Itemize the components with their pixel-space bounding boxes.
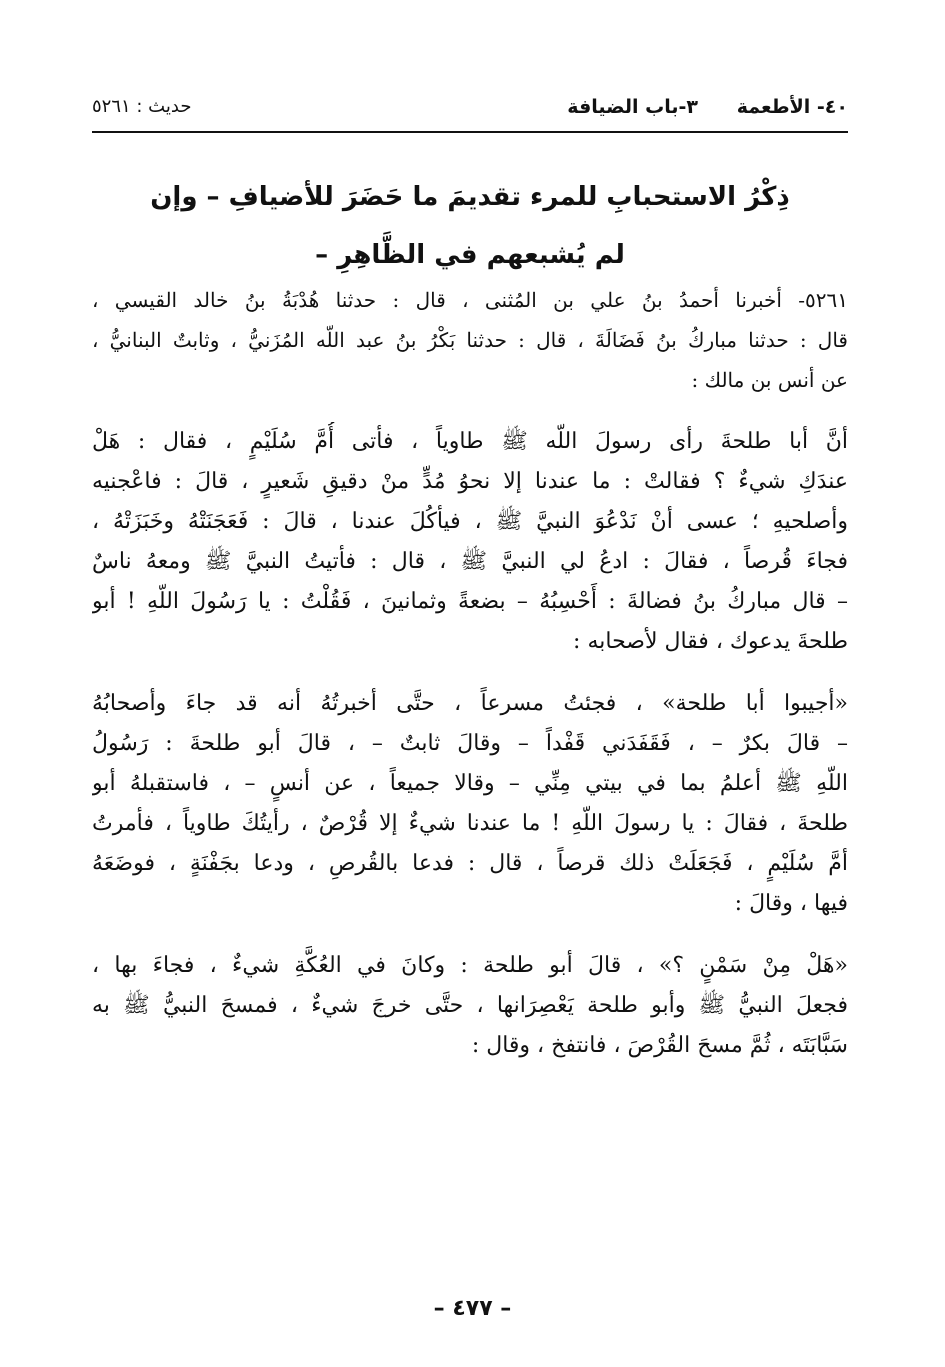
chapter-name: ٣-باب الضيافة (567, 96, 698, 118)
section-title (150, 168, 790, 284)
page-number: – ٤٧٧ – (433, 1296, 512, 1321)
text-line: قال : حدثنا مباركُ بنُ فَضَالَةَ ، قال : حدثنا بَكْرُ بنُ عبد اللّه المُزَنيُّ ، وثابتٌ البنانيُّ ، (92, 328, 848, 352)
text-line: ٥٢٦١- أخبرنا أحمدُ بنُ علي بن المُثنى ، قال : حدثنا هُدْبَةُ بنُ خالد القيسي ، (92, 288, 848, 312)
hadith-body (92, 280, 848, 1066)
matn-paragraph-2 (92, 684, 848, 924)
matn-paragraph-1 (92, 422, 848, 662)
text-line: طلحةَ ، فقالَ : يا رسولَ اللّهِ ! ما عندنا شيءٌ إلا قُرْصٌ ، رأيتُكَ طاوياً ، فأمرتُ (92, 811, 848, 836)
text-line: فيها ، وقالَ : (734, 891, 848, 916)
text-line: – قالَ بكرٌ – ، فَقَفَدَني قَفْداً – وقالَ ثابتٌ – ، قالَ أبو طلحةَ : رَسُولُ (92, 731, 848, 756)
text-line: «هَلْ مِنْ سَمْنٍ ؟» ، قالَ أبو طلحة : وكانَ في العُكَّةِ شيءٌ ، فجاءَ بها ، (92, 953, 848, 978)
text-line: «أجيبوا أبا طلحة» ، فجئتُ مسرعاً ، حتَّى أخبرتُهُ أنه قد جاءَ وأصحابُهُ (92, 691, 848, 716)
text-line: أمَّ سُلَيْمٍ ، فَجَعَلَتْ ذلك قرصاً ، قال : فدعا بالقُرصِ ، ودعا بجَفْنَةٍ ، فوضَعَهُ (92, 851, 848, 876)
title-line-2: لم يُشبعهم في الظَّاهِرِ – (315, 240, 625, 270)
text-line: فجاءَ قُرصاً ، فقالَ : ادعُ لي النبيَّ ﷺ ، قال : فأتيتُ النبيَّ ﷺ ومعهُ ناسٌ (92, 549, 848, 574)
matn-paragraph-3 (92, 946, 848, 1066)
text-line: عندَكِ شيءٌ ؟ فقالتْ : ما عندنا إلا نحوُ مُدٍّ منْ دقيقِ شَعيرٍ ، قالَ : فاعْجنيه (92, 469, 848, 494)
text-line: وأصلحيهِ ؛ عسى أنْ نَدْعُوَ النبيَّ ﷺ ، فيأكُلَ عندنا ، قالَ : فَعَجَنَتْهُ وخَبَزَتْهُ ، (92, 509, 848, 534)
book-name: ٤٠- الأطعمة (736, 96, 848, 118)
title-line-1: ذِكْرُ الاستحبابِ للمرء تقديمَ ما حَضَرَ للأضيافِ – وإن (150, 182, 790, 212)
text-line: عن أنس بن مالك : (691, 368, 848, 392)
running-header (92, 88, 848, 128)
text-line: سَبَّابَتَه ، ثُمَّ مسحَ القُرْصَ ، فانتفخ ، وقال : (471, 1033, 848, 1058)
text-line: فجعلَ النبيُّ ﷺ وأبو طلحة يَعْصِرَانها ، حتَّى خرجَ شيءٌ ، فمسحَ النبيُّ ﷺ به (92, 993, 848, 1018)
text-line: أنَّ أبا طلحةَ رأى رسولَ اللّه ﷺ طاوياً ، فأتى أُمَّ سُلَيْمٍ ، فقال : هَلْ (92, 429, 848, 454)
hadith-reference: حديث : ٥٢٦١ (92, 96, 192, 117)
text-line: طلحةَ يدعوك ، فقال لأصحابه : (573, 629, 848, 654)
header-divider (92, 131, 848, 133)
text-line: اللّهِ ﷺ أعلمُ بما في بيتي مِنِّي – وقالا جميعاً ، عن أنسٍ – ، فاستقبلهُ أبو (92, 771, 848, 796)
isnad-paragraph (92, 280, 848, 400)
text-line: – قال مباركُ بنُ فضالةَ : أَحْسِبُهُ – بضعةً وثمانينَ ، فَقُلْتُ : يا رَسُولَ اللّهِ ! أبو (92, 589, 848, 614)
